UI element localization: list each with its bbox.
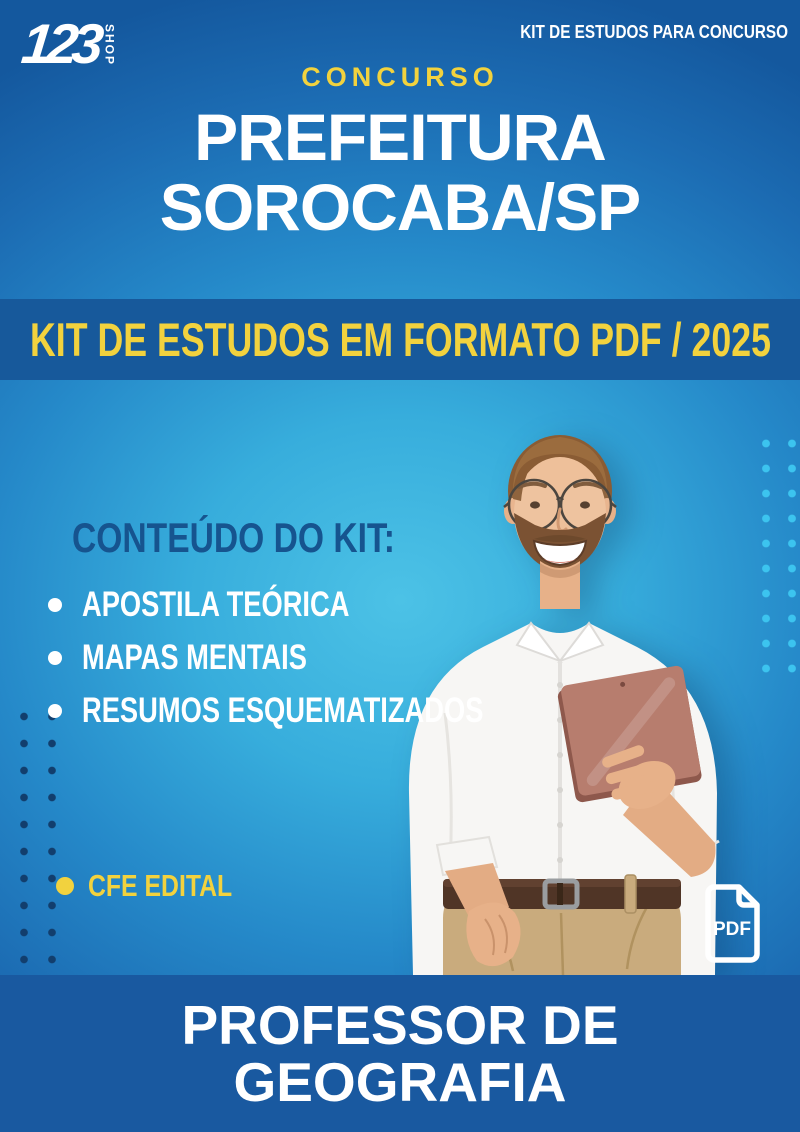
logo-number: 123 (18, 12, 101, 75)
job-title-band (0, 975, 800, 1132)
list-item (48, 684, 597, 737)
dot-grid-left (5, 698, 63, 966)
top-right-tagline: KIT DE ESTUDOS PARA CONCURSO (520, 22, 788, 42)
page-title (0, 102, 800, 242)
list-item-label: APOSTILA TEÓRICA (82, 584, 350, 624)
dot-grid-right (748, 426, 800, 678)
logo-sub-label: SHOP (102, 24, 117, 67)
page-title-line2: SOROCABA/SP (159, 170, 641, 244)
list-item (48, 631, 597, 684)
job-title-line2: GEOGRAFIA (233, 1050, 567, 1113)
bullet-icon (48, 651, 62, 665)
kicker-concurso: CONCURSO (301, 62, 499, 92)
list-item-label: RESUMOS ESQUEMATIZADOS (82, 690, 484, 730)
page-title-line1: PREFEITURA (194, 100, 606, 174)
job-title-line1: PROFESSOR DE (181, 993, 619, 1056)
kit-content-list (48, 578, 597, 737)
list-item-label: MAPAS MENTAIS (82, 637, 307, 677)
list-item (48, 578, 597, 631)
bullet-icon (48, 704, 62, 718)
edital-note (56, 868, 268, 904)
bullet-icon (56, 877, 74, 895)
pdf-file-icon (699, 882, 765, 966)
content-heading: CONTEÚDO DO KIT: (72, 514, 395, 561)
pdf-icon-label: PDF (713, 919, 751, 940)
bullet-icon (48, 598, 62, 612)
kit-format-banner (0, 299, 800, 380)
edital-note-label: CFE EDITAL (88, 868, 233, 903)
kit-format-banner-text: KIT DE ESTUDOS EM FORMATO PDF / 2025 (29, 313, 771, 366)
